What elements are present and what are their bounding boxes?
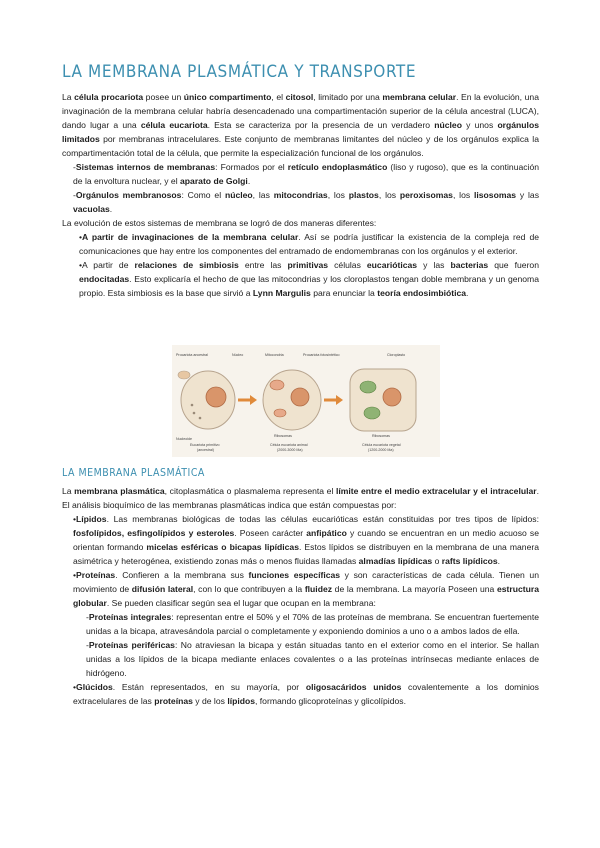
bold-term: Proteínas bbox=[76, 570, 116, 580]
text-run: . Las membranas biológicas de todas las células eucarióticas están constituidas por tres tipos de lípidos: bbox=[106, 514, 539, 524]
text-run: : Formados por el bbox=[215, 162, 288, 172]
ancestral-prokaryote-shape bbox=[178, 371, 190, 379]
section-text bbox=[62, 484, 539, 708]
endosymbiosis-diagram bbox=[172, 345, 440, 457]
text-run: : No atraviesan la bicapa y están situadas tanto en el exterior como en el interior. Se hallan unidas a los lípidos de la bicapa mediante enlaces covalentes o a las proteínas intrínsecas mediante enlaces de hidrógeno. bbox=[86, 640, 539, 678]
text-run: • bbox=[73, 570, 77, 580]
bold-term: estructura globular bbox=[73, 584, 539, 608]
bold-term: retículo endoplasmático bbox=[287, 162, 388, 172]
text-run: , las bbox=[252, 190, 274, 200]
symbiosis-item bbox=[62, 258, 539, 300]
bold-term: límite entre el medio extracelular y el intracelular bbox=[335, 486, 537, 496]
bold-term: único compartimento bbox=[183, 92, 272, 102]
text-run: La bbox=[62, 92, 75, 102]
text-run: de la membrana. La mayoría Poseen una bbox=[332, 584, 497, 594]
bold-term: relaciones de simbiosis bbox=[134, 260, 239, 270]
text-run: . bbox=[497, 556, 501, 566]
membranous-organelles-item bbox=[62, 188, 539, 216]
figure-label: Cloroplasto bbox=[387, 353, 406, 357]
bold-term: proteínas bbox=[154, 696, 193, 706]
bold-term: núcleo bbox=[224, 190, 253, 200]
integral-proteins-item bbox=[62, 610, 539, 638]
bold-term: mitocondrias bbox=[273, 190, 328, 200]
text-run: por membranas intracelulares. Este conjunto de membranas limitantes del núcleo y de los orgánulos explica la compartimentación total de la célula, que permite la especialización funcional de los orgánulos. bbox=[62, 134, 539, 158]
nucleus-shape bbox=[291, 388, 309, 406]
bold-term: orgánulos limitados bbox=[62, 120, 539, 144]
bold-term: Glúcidos bbox=[76, 682, 113, 692]
text-run: : representan entre el 50% y el 70% de las proteínas de membrana. Se encuentran fuertemente unidas a la bicapa, atravesándola parcial o completamente y exponiendo dominios a uno o a ambos lados de ella. bbox=[86, 612, 539, 636]
bold-term: membrana celular bbox=[382, 92, 457, 102]
bold-term: almadías lipídicas bbox=[358, 556, 433, 566]
text-run: - bbox=[86, 612, 89, 622]
text-run: , citoplasmática o plasmalema representa el bbox=[164, 486, 336, 496]
nucleus-shape bbox=[206, 387, 226, 407]
nucleus-shape bbox=[383, 388, 401, 406]
figure-label: Nucleoide bbox=[176, 437, 192, 441]
bold-term: aparato de Golgi bbox=[180, 176, 248, 186]
figure-label: Núcleo bbox=[232, 353, 244, 357]
text-run: La bbox=[62, 486, 75, 496]
text-run: - bbox=[73, 162, 76, 172]
bold-term: peroxisomas bbox=[399, 190, 453, 200]
bold-term: eucarióticas bbox=[366, 260, 418, 270]
bold-term: fosfolípidos, esfingolípidos y esteroles bbox=[73, 528, 235, 538]
bold-term: lisosomas bbox=[474, 190, 517, 200]
bold-term: micelas esféricas o bicapas lipídicas bbox=[146, 542, 299, 552]
bold-term: célula eucariota bbox=[140, 120, 208, 130]
figure-label: Ribosomas bbox=[372, 434, 390, 438]
endosymbiosis-figure bbox=[172, 345, 440, 457]
text-run: . Estos lípidos se distribuyen en la membrana de una manera asimétrica y heterogénea, existiendo zonas más o menos fluidas llamadas bbox=[73, 542, 540, 566]
text-run: . El análisis bioquímico de las membranas plasmáticas indica que están compuestas por: bbox=[62, 486, 540, 510]
text-run: entre las bbox=[238, 260, 288, 270]
page-title: LA MEMBRANA PLASMÁTICA Y TRANSPORTE bbox=[62, 62, 417, 82]
text-run: • bbox=[79, 232, 83, 242]
bold-term: núcleo bbox=[434, 120, 462, 130]
invagination-item bbox=[62, 230, 539, 258]
text-run: , formando glicoproteínas y glicolípidos. bbox=[255, 696, 406, 706]
text-run: •A partir de bbox=[79, 260, 135, 270]
text-run: , los bbox=[327, 190, 349, 200]
text-run: , el bbox=[271, 92, 286, 102]
evolution-sentence: La evolución de estos sistemas de membrana se logró de dos maneras diferentes: bbox=[62, 218, 377, 228]
text-run: , limitado por una bbox=[313, 92, 383, 102]
text-run: . Esta se caracteriza por la presencia de un verdadero bbox=[207, 120, 435, 130]
text-run: y son características de cada célula. Tienen un movimiento de bbox=[73, 570, 539, 594]
figure-caption: (ancestral) bbox=[197, 448, 214, 452]
text-run: , con lo que contribuyen a la bbox=[193, 584, 305, 594]
text-run: . Confieren a la membrana sus bbox=[115, 570, 249, 580]
text-run: . Están representados, en su mayoría, por bbox=[112, 682, 306, 692]
text-run: . Así se podría justificar la existencia de la compleja red de comunicaciones que hay entre los componentes del entramado de endomembranas con los orgánulos y el exterior. bbox=[79, 232, 539, 256]
figure-label: Ribosomas bbox=[274, 434, 292, 438]
bold-term: endocitadas bbox=[79, 274, 130, 284]
figure-caption: (1200-2000 Ma) bbox=[368, 448, 394, 452]
text-run: . Esto explicaría el hecho de que las mitocondrias y los cloroplastos tengan doble membrana y un genoma propio. Esta simbiosis es la base que sirvió a bbox=[79, 274, 539, 298]
text-run: y cuando se encuentran en un medio acuoso se orientan formando bbox=[73, 528, 539, 552]
bold-term: Lynn Margulis bbox=[252, 288, 311, 298]
bold-term: primitivas bbox=[287, 260, 329, 270]
text-run: - bbox=[86, 640, 89, 650]
bold-term: Proteínas periféricas bbox=[88, 640, 175, 650]
text-run: . En la evolución, una invaginación de la membrana celular habría desencadenado una compartimentación superior de la célula ancestral (LUCA), dando lugar a una bbox=[62, 92, 539, 130]
figure-label: Procariota fotosintético bbox=[303, 353, 340, 357]
bold-term: Sistemas internos de membranas bbox=[75, 162, 216, 172]
text-run: • bbox=[73, 514, 77, 524]
text-run: • bbox=[73, 682, 77, 692]
bold-term: teoría endosimbiótica bbox=[377, 288, 467, 298]
membrane-definition bbox=[62, 484, 539, 512]
figure-caption: Célula eucariota vegetal bbox=[362, 443, 401, 447]
text-run: . bbox=[109, 204, 113, 214]
figure-label: Procariota ancestral bbox=[176, 353, 208, 357]
bold-term: anfipático bbox=[306, 528, 347, 538]
text-run: . Se pueden clasificar según sea el lugar que ocupan en la membrana: bbox=[106, 598, 376, 608]
mitochondria-shape bbox=[274, 409, 286, 417]
bold-term: célula procariota bbox=[74, 92, 144, 102]
intro-text bbox=[62, 90, 539, 300]
text-run: : Como el bbox=[181, 190, 225, 200]
text-run: . Poseen carácter bbox=[234, 528, 307, 538]
text-run: - bbox=[73, 190, 76, 200]
text-run: posee un bbox=[143, 92, 184, 102]
plant-eukaryote-cell bbox=[350, 369, 416, 431]
section-title: LA MEMBRANA PLASMÁTICA bbox=[62, 467, 205, 479]
peripheral-proteins-item bbox=[62, 638, 539, 680]
bold-term: rafts lipídicos bbox=[441, 556, 498, 566]
figure-caption: Eucariota primitivo bbox=[190, 443, 220, 447]
text-run: , los bbox=[452, 190, 474, 200]
bold-term: Orgánulos membranosos bbox=[75, 190, 182, 200]
text-run: covalentemente a los dominios extracelulares de las bbox=[73, 682, 539, 706]
bold-term: Lípidos bbox=[76, 514, 107, 524]
bold-term: fluidez bbox=[304, 584, 333, 594]
text-run: células bbox=[328, 260, 367, 270]
bold-term: plastos bbox=[348, 190, 379, 200]
text-run: y unos bbox=[461, 120, 498, 130]
intro-paragraph bbox=[62, 90, 539, 160]
text-run: y de los bbox=[192, 696, 228, 706]
text-run: y las bbox=[516, 190, 540, 200]
glucids-item bbox=[62, 680, 539, 708]
bold-term: citosol bbox=[285, 92, 314, 102]
bold-term: vacuolas bbox=[73, 204, 110, 214]
text-run: para enunciar la bbox=[310, 288, 378, 298]
bold-term: difusión lateral bbox=[131, 584, 194, 594]
figure-caption: Célula eucariota animal bbox=[270, 443, 308, 447]
text-run: . bbox=[247, 176, 251, 186]
text-run: y las bbox=[417, 260, 451, 270]
bold-term: bacterias bbox=[450, 260, 489, 270]
bold-term: funciones específicas bbox=[248, 570, 341, 580]
figure-label: Mitocondria bbox=[265, 353, 284, 357]
bold-term: Proteínas integrales bbox=[88, 612, 172, 622]
bold-term: oligosacáridos unidos bbox=[305, 682, 402, 692]
chloroplast-shape bbox=[360, 381, 376, 393]
bold-term: lípidos bbox=[227, 696, 256, 706]
text-run: o bbox=[432, 556, 442, 566]
text-run: que fueron bbox=[488, 260, 539, 270]
text-run: (liso y rugoso), que es la continuación de la envoltura nuclear, y el bbox=[73, 162, 540, 186]
chloroplast-shape bbox=[364, 407, 380, 419]
proteins-item bbox=[62, 568, 539, 610]
text-run: , los bbox=[378, 190, 400, 200]
lipids-item bbox=[62, 512, 539, 568]
figure-caption: (2000-3000 Ma) bbox=[277, 448, 303, 452]
bold-term: A partir de invaginaciones de la membrana celular bbox=[82, 232, 299, 242]
bold-term: membrana plasmática bbox=[74, 486, 165, 496]
mitochondria-shape bbox=[270, 380, 284, 390]
internal-membranes-item bbox=[62, 160, 539, 188]
text-run: . bbox=[466, 288, 469, 298]
